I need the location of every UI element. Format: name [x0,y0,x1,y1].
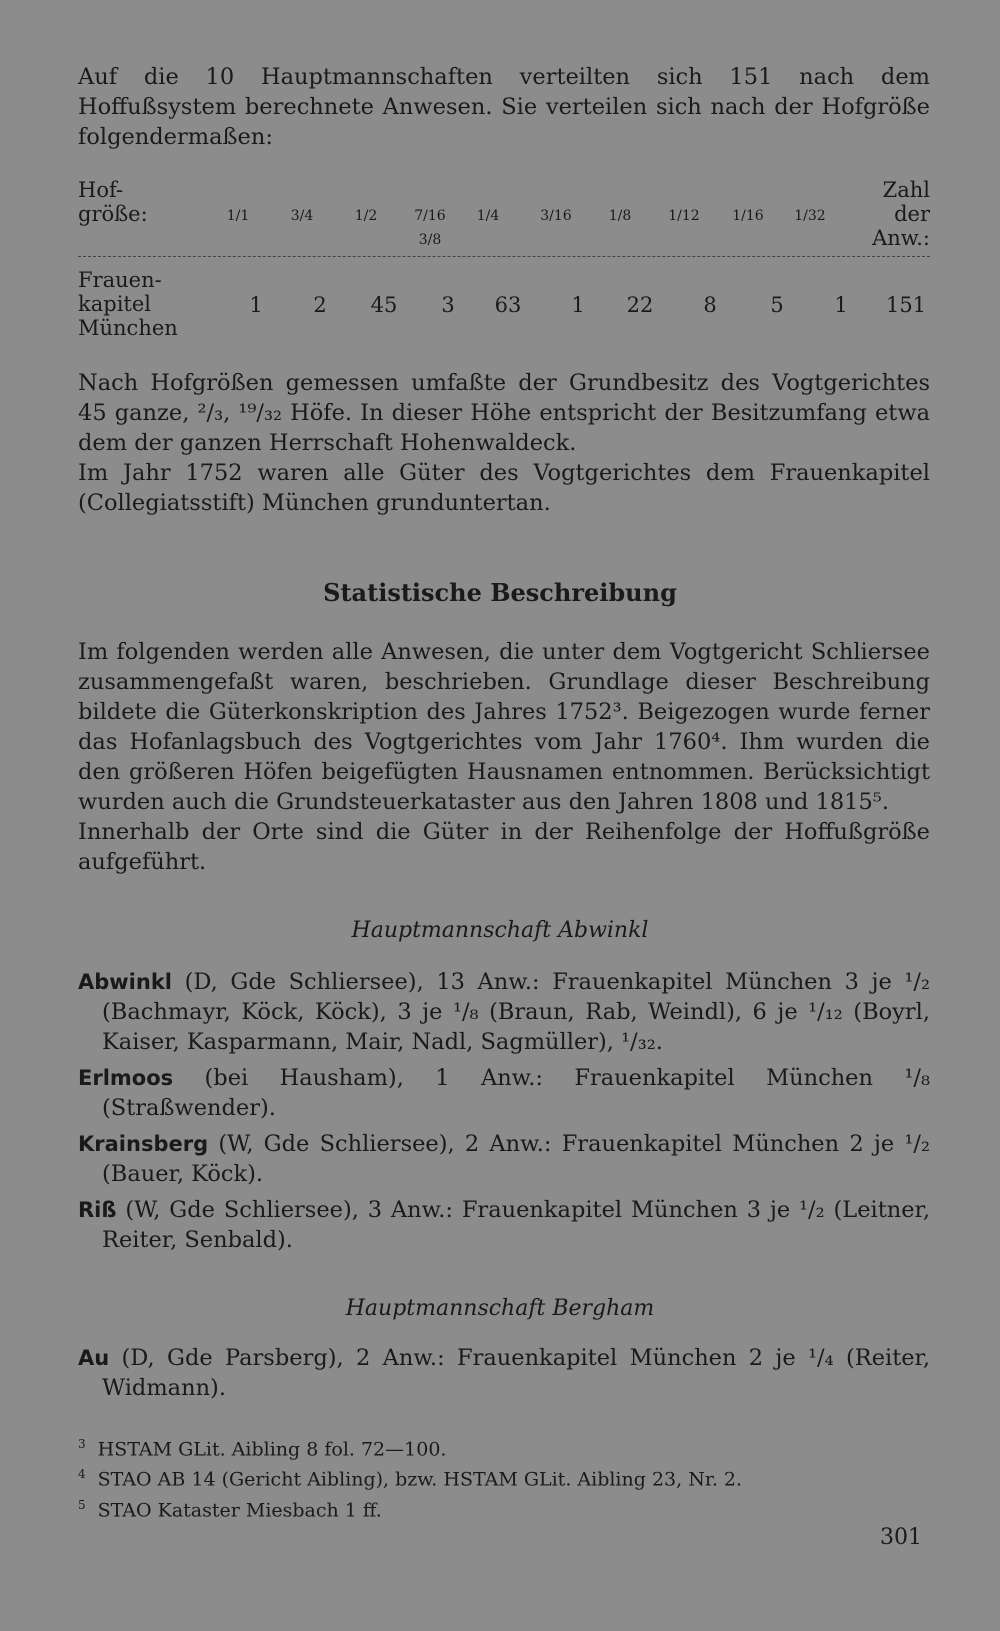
table-cell: 151 [885,293,927,317]
paragraph-statistik [78,637,930,877]
subheading-abwinkl: Hauptmannschaft Abwinkl [351,918,649,943]
intro-text: Auf die 10 Hauptmannschaften verteilten sich 151 nach dem Hoffußsystem berechnete Anwesen. Sie verteilen sich nach der Hofgröße folgendermaßen: [78,64,930,150]
entries-abwinkl [78,967,930,1255]
place-name: Krainsberg [78,1132,209,1156]
list-item [78,1063,930,1123]
table-cell: 1 [249,293,263,317]
footnote [78,1493,742,1523]
footnote-mark: 5 [78,1497,86,1512]
zahl-header: Zahl der Anw.: [872,178,930,250]
fraction-header: 1/4 [476,208,500,224]
entry-text: (D, Gde Schliersee), 13 Anw.: Frauenkapitel München 3 je ¹/₂ (Bachmayr, Köck, Köck), 3 je ¹/₈ (Braun, Rab, Weindl), 6 je ¹/₁₂ (Boyrl, Kaiser, Kasparmann, Mair, Nadl, Sagmüller), ¹/₃₂. [102,969,930,1055]
list-item [78,1129,930,1189]
table-cell: 1 [834,293,848,317]
paragraph-hofgroessen [78,368,930,518]
fraction-header: 1/2 [354,208,378,224]
footnote-text: HSTAM GLit. Aibling 8 fol. 72—100. [97,1438,447,1461]
fraction-header: 1/32 [794,208,826,224]
footnote-mark: 4 [78,1467,86,1482]
row-label: Frauen- kapitel München [78,268,178,340]
fraction-header: 1/8 [608,208,632,224]
paragraph-text: Nach Hofgrößen gemessen umfaßte der Grundbesitz des Vogtgerichtes 45 ganze, ²/₃, ¹⁹/₃₂ Höfe. In dieser Höhe entspricht der Besitzumfang etwa dem der ganzen Herrschaft Hohenwaldeck. [78,370,930,456]
footnote-text: STAO AB 14 (Gericht Aibling), bzw. HSTAM GLit. Aibling 23, Nr. 2. [97,1468,743,1491]
intro-paragraph [78,62,930,152]
footnotes [78,1432,742,1523]
table-cell: 63 [494,293,522,317]
fraction-header: 1/16 [732,208,764,224]
entries-bergham [78,1343,930,1403]
section-title: Statistische Beschreibung [323,578,677,607]
place-name: Erlmoos [78,1066,174,1090]
entry-text: (D, Gde Parsberg), 2 Anw.: Frauenkapitel München 2 je ¹/₄ (Reiter, Widmann). [102,1345,930,1401]
footnote-text: STAO Kataster Miesbach 1 ff. [97,1498,382,1521]
table-cell: 5 [770,293,784,317]
list-item [78,1195,930,1255]
fraction-header: 1/12 [668,208,700,224]
page-number: 301 [880,1525,922,1550]
paragraph-text: Im Jahr 1752 waren alle Güter des Vogtgerichtes dem Frauenkapitel (Collegiatsstift) München grunduntertan. [78,460,930,516]
fraction-header: 7/16 [414,208,446,224]
list-item [78,1343,930,1403]
table-cell: 2 [313,293,327,317]
fraction-header: 3/4 [290,208,314,224]
table-cell: 1 [571,293,585,317]
place-name: Abwinkl [78,970,172,994]
footnote [78,1432,742,1462]
table-cell: 8 [703,293,717,317]
subheading-bergham: Hauptmannschaft Bergham [345,1296,655,1321]
place-name: Au [78,1346,110,1370]
table-cell: 3 [441,293,455,317]
table-rule [78,256,930,257]
place-name: Riß [78,1198,117,1222]
entry-text: (W, Gde Schliersee), 3 Anw.: Frauenkapitel München 3 je ¹/₂ (Leitner, Reiter, Senbald). [102,1197,930,1253]
footnote [78,1462,742,1492]
paragraph-text: Im folgenden werden alle Anwesen, die unter dem Vogtgericht Schliersee zusammengefaßt waren, beschrieben. Grundlage dieser Beschreibung bildete die Güterkonskription des Jahres 1752³. Beigezogen wurde ferner das Hofanlagsbuch des Vogtgerichtes vom Jahr 1760⁴. Ihm wurden die den größeren Höfen beigefügten Hausnamen entnommen. Berücksichtigt wurden auch die Grundsteuerkataster aus den Jahren 1808 und 1815⁵. [78,639,930,815]
table-cell: 45 [370,293,398,317]
hof-header: Hof- größe: [78,178,148,226]
fraction-subheader: 3/8 [418,232,442,248]
entry-text: (bei Hausham), 1 Anw.: Frauenkapitel München ¹/₈ (Straßwender). [102,1065,930,1121]
footnote-mark: 3 [78,1437,86,1451]
entry-text: (W, Gde Schliersee), 2 Anw.: Frauenkapitel München 2 je ¹/₂ (Bauer, Köck). [102,1131,930,1187]
list-item [78,967,930,1057]
fraction-header: 3/16 [540,208,572,224]
fraction-header: 1/1 [226,208,250,224]
table-cell: 22 [626,293,654,317]
paragraph-text: Innerhalb der Orte sind die Güter in der Reihenfolge der Hoffußgröße aufgeführt. [78,819,930,875]
